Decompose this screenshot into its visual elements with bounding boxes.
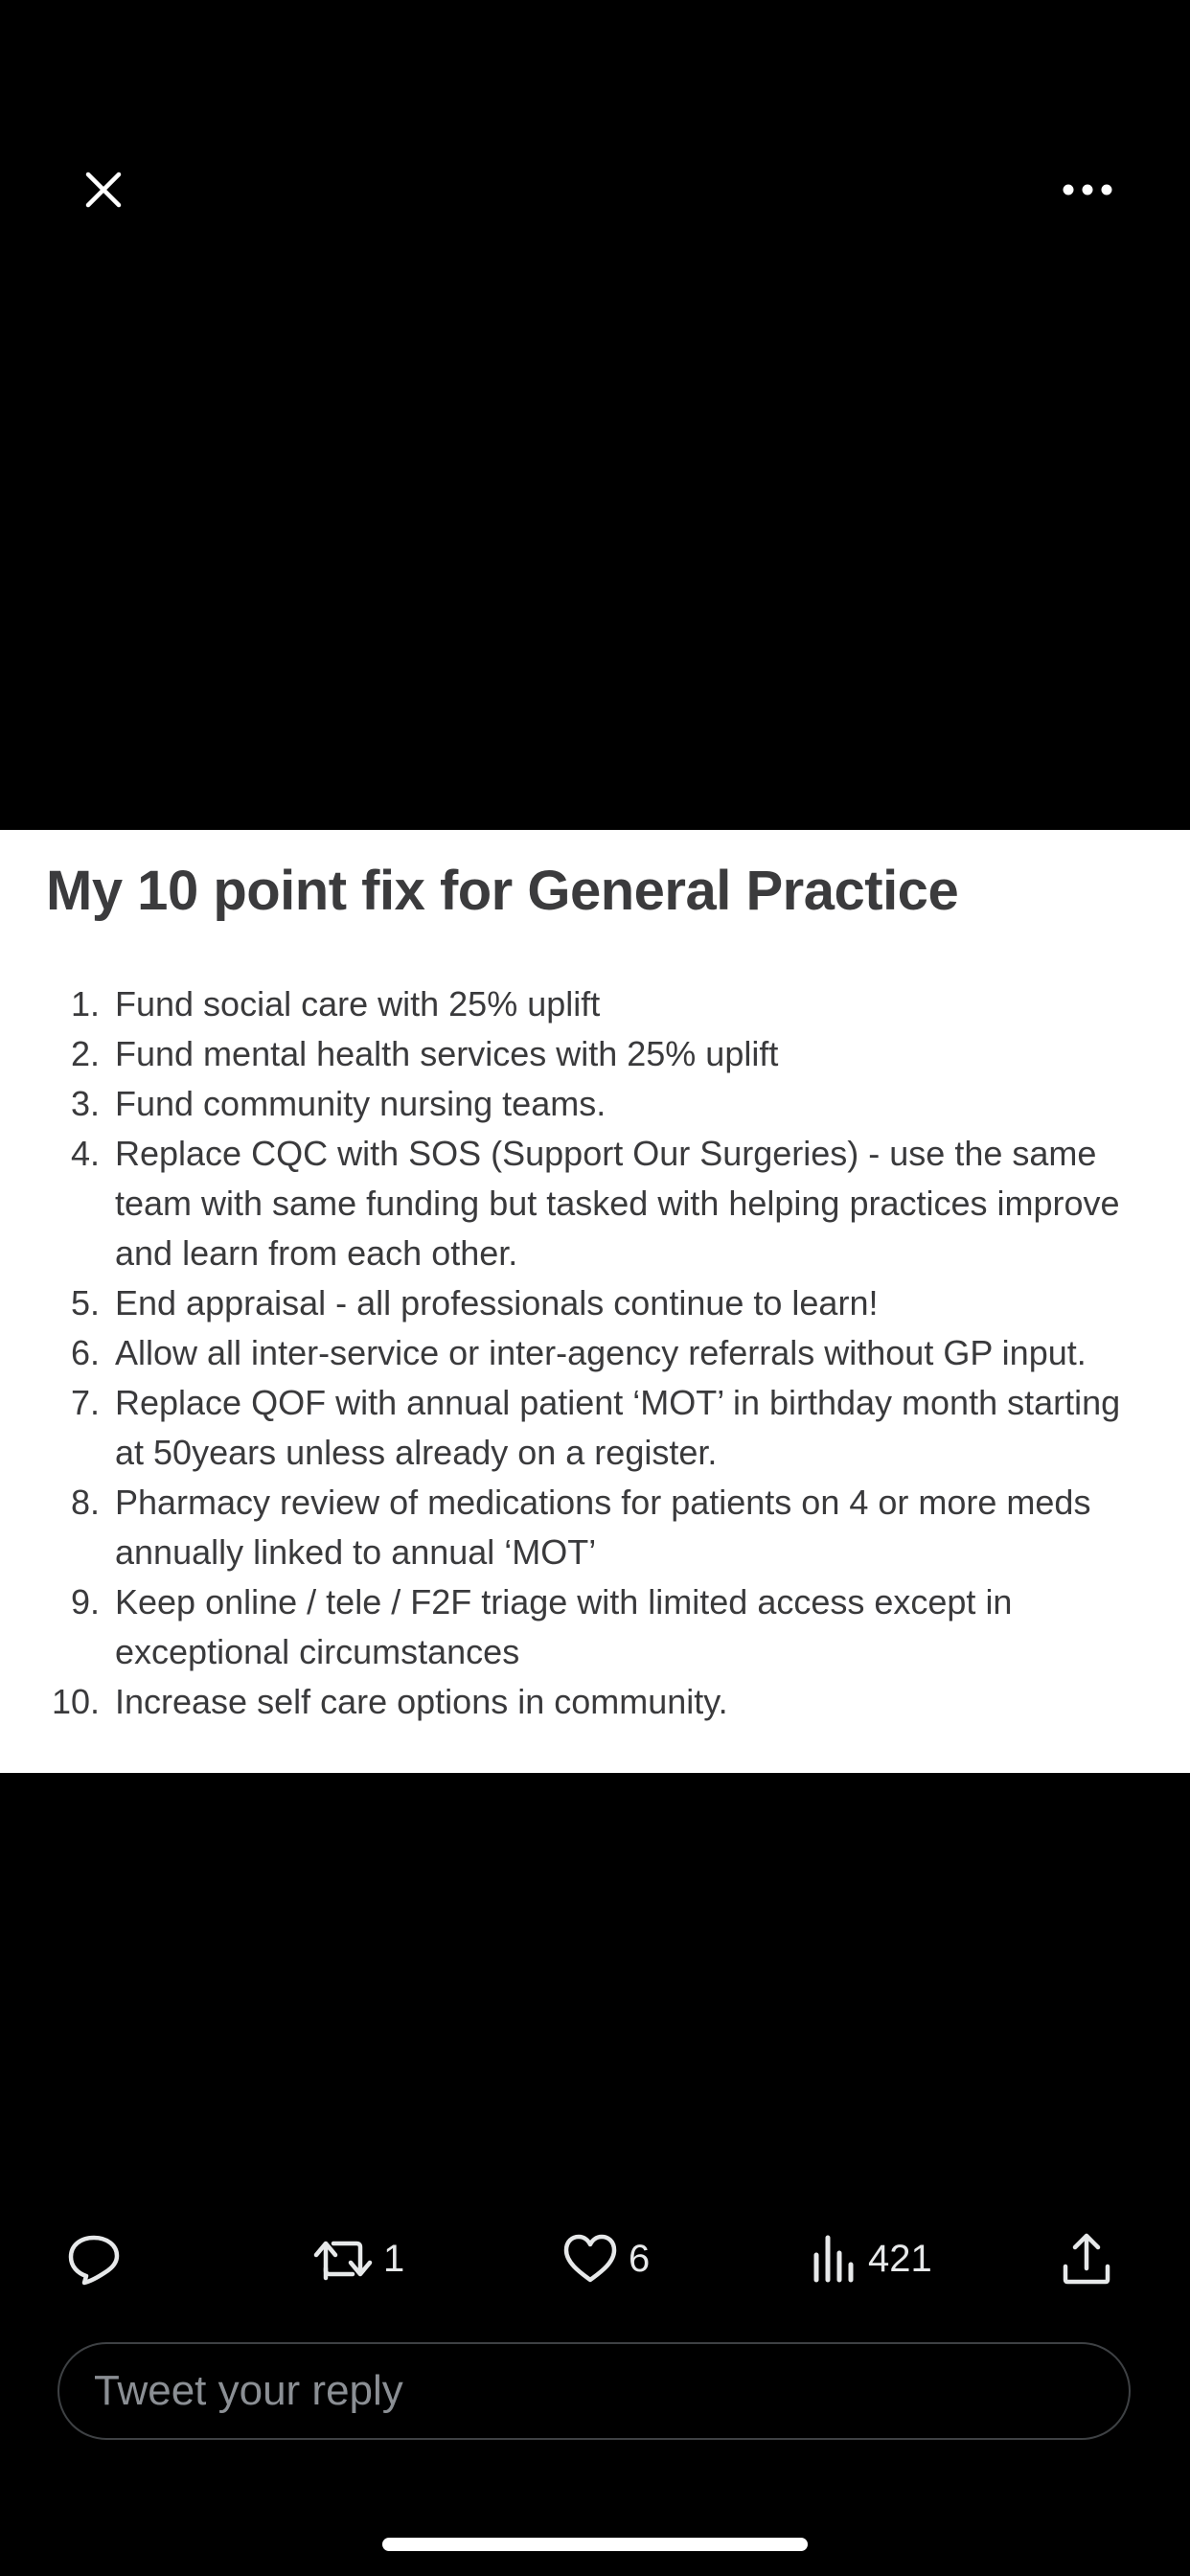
fix-list-number: 2. <box>70 1034 100 1073</box>
fix-list-number: 4. <box>70 1134 100 1173</box>
fix-list-item <box>0 979 1190 1029</box>
close-icon <box>82 169 125 211</box>
fix-list-text: End appraisal - all professionals continue to learn! <box>115 1283 879 1322</box>
fix-list-number: 9. <box>70 1582 100 1622</box>
close-button[interactable] <box>67 153 139 225</box>
image-title: My 10 point fix for General Practice <box>46 860 959 922</box>
retweet-count: 1 <box>383 2237 405 2280</box>
fix-list-number: 10. <box>51 1682 100 1721</box>
fix-list-text: Pharmacy review of medications for patients on 4 or more meds annually linked to annual ‘MOT’ <box>115 1483 1091 1572</box>
fix-list-item <box>0 1677 1190 1727</box>
fix-list-number: 7. <box>70 1383 100 1422</box>
share-icon <box>1060 2230 1113 2288</box>
fix-list-number: 8. <box>70 1483 100 1522</box>
views-count: 421 <box>868 2237 932 2280</box>
fix-list-item <box>0 1278 1190 1328</box>
fix-list-item <box>0 1378 1190 1478</box>
fix-list-text: Replace CQC with SOS (Support Our Surgeries) - use the same team with same funding but tasked with helping practices improve and learn from each other. <box>115 1134 1120 1273</box>
reply-button[interactable] <box>65 2216 123 2302</box>
retweet-button[interactable] <box>312 2216 404 2302</box>
like-count: 6 <box>629 2237 651 2280</box>
like-button[interactable] <box>561 2216 650 2302</box>
fix-list-number: 3. <box>70 1084 100 1123</box>
home-indicator[interactable] <box>382 2538 808 2551</box>
fix-list-item <box>0 1328 1190 1378</box>
fix-list-item <box>0 1129 1190 1278</box>
fix-list-text: Increase self care options in community. <box>115 1682 728 1721</box>
heart-icon <box>561 2232 619 2286</box>
fix-list-text: Fund mental health services with 25% uplift <box>115 1034 779 1073</box>
fix-list-item <box>0 1079 1190 1129</box>
fix-list-item <box>0 1478 1190 1577</box>
views-chart-icon <box>811 2232 858 2286</box>
fix-list <box>0 979 1190 1727</box>
fix-list-number: 5. <box>70 1283 100 1322</box>
fix-list-text: Fund community nursing teams. <box>115 1084 606 1123</box>
fix-list-text: Fund social care with 25% uplift <box>115 984 601 1024</box>
tweet-image[interactable] <box>0 830 1190 1773</box>
fix-list-number: 1. <box>70 984 100 1024</box>
fix-list-text: Allow all inter-service or inter-agency referrals without GP input. <box>115 1333 1087 1372</box>
reply-input[interactable] <box>57 2342 1131 2440</box>
views-button[interactable] <box>811 2216 932 2302</box>
retweet-icon <box>312 2230 374 2288</box>
fix-list-text: Replace QOF with annual patient ‘MOT’ in birthday month starting at 50years unless already on a register. <box>115 1383 1121 1472</box>
fix-list-item <box>0 1577 1190 1677</box>
share-button[interactable] <box>1060 2216 1113 2302</box>
reply-placeholder: Tweet your reply <box>94 2367 403 2414</box>
more-options-button[interactable] <box>1044 153 1131 225</box>
fix-list-number: 6. <box>70 1333 100 1372</box>
more-horizontal-icon <box>1062 183 1113 196</box>
fix-list-text: Keep online / tele / F2F triage with limited access except in exceptional circumstances <box>115 1582 1013 1671</box>
fix-list-item <box>0 1029 1190 1079</box>
reply-icon <box>65 2230 123 2288</box>
tweet-actions-bar <box>0 2216 1190 2302</box>
